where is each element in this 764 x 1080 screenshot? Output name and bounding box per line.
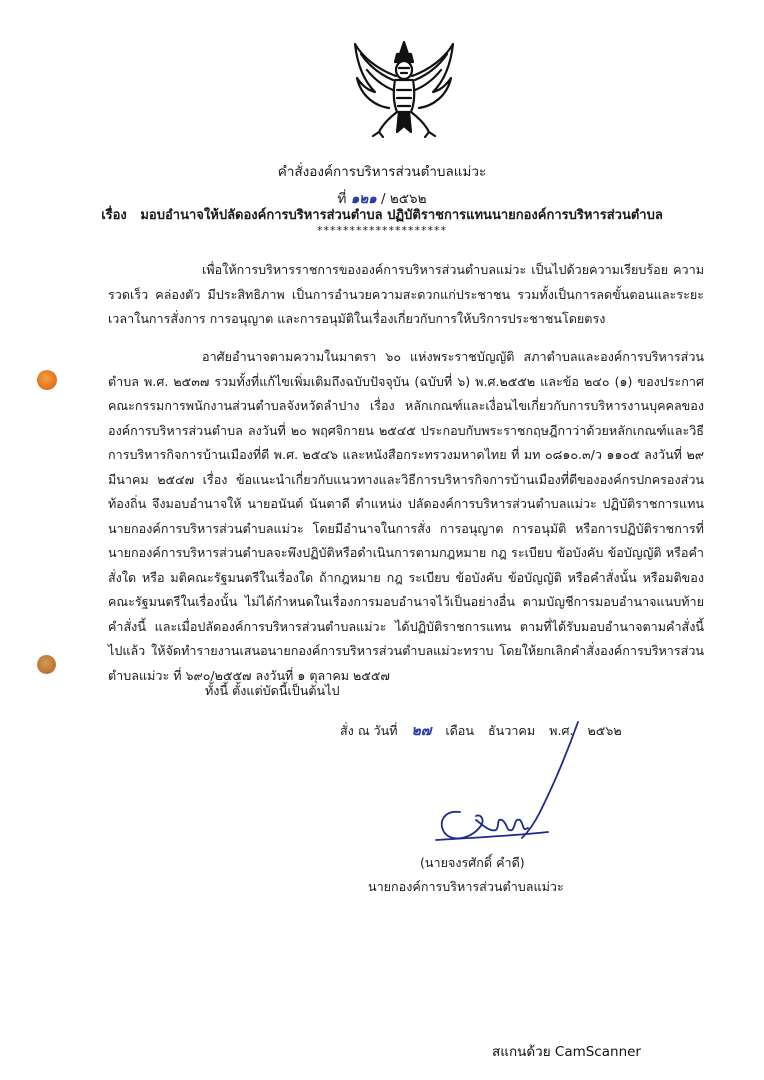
given-month: ธันวาคม [487, 723, 536, 738]
separator-stars: ******************** [317, 224, 447, 237]
handwritten-signature [430, 720, 580, 855]
signatory-role: นายกองค์การบริหารส่วนตำบลแม่วะ [368, 879, 564, 894]
garuda-emblem-icon [349, 40, 459, 138]
punch-hole-marker [37, 370, 57, 390]
body-paragraph-2: อาศัยอำนาจตามความในมาตรา ๖๐ แห่งพระราชบัญญัติ สภาตำบลและองค์การบริหารส่วนตำบล พ.ศ. ๒๕๓๗ รวมทั้งที่แก้ไขเพิ่มเติมถึงฉบับปัจจุบัน (ฉบับที่ ๖) พ.ศ.๒๕๕๒ และข้อ ๒๔๐ (๑) ของประกาศคณะกรรมการพนักงานส่วนตำบลจังหวัดลำปาง เรื่อง หลักเกณฑ์และเงื่อนไขเกี่ยวกับการบริหารงานบุคคลขององค์การบริหารส่วนตำบล ลงวันที่ ๒๐ พฤศจิกายน ๒๕๔๕ ประกอบกับพระราชกฤษฎีกาว่าด้วยหลักเกณฑ์และวิธีการบริหารกิจการบ้านเมืองที่ดี พ.ศ. ๒๕๔๖ และหนังสือกระทรวงมหาดไทย ที่ มท ๐๘๑๐.๓/ว ๑๑๐๕ ลงวันที่ ๒๙ มีนาคม ๒๕๔๗ เรื่อง ข้อแนะนำเกี่ยวกับแนวทางและวิธีการบริหารกิจการบ้านเมืองที่ดีขององค์กรปกครองส่วนท้องถิ่น จึงมอบอำนาจให้ นายอนันต์ นันตาดี ตำแหน่ง ปลัดองค์การบริหารส่วนตำบลแม่วะ ปฏิบัติราชการแทนนายกองค์การบริหารส่วนตำบลแม่วะ โดยมีอำนาจในการสั่ง การอนุญาต การอนุมัติ หรือการปฏิบัติราชการที่นายกองค์การบริหารส่วนตำบลจะพึงปฏิบัติหรือดำเนินการตามกฎหมาย กฎ ระเบียบ ข้อบังคับ ข้อบัญญัติ หรือคำสั่งใด หรือ มติคณะรัฐมนตรีในเรื่องใด ถ้ากฎหมาย กฎ ระเบียบ ข้อบังคับ ข้อบัญญัติ หรือคำสั่งนั้น หรือมติของคณะรัฐมนตรีในเรื่องนั้น ไม่ได้กำหนดในเรื่องการมอบอำนาจไว้เป็นอย่างอื่น ตามบัญชีการมอบอำนาจแนบท้ายคำสั่งนี้ และเมื่อปลัดองค์การบริหารส่วนตำบลแม่วะ ได้ปฏิบัติราชการแทน ตามที่ได้รับมอบอำนาจตามคำสั่งนี้ไปแล้ว ให้จัดทำรายงานเสนอนายกองค์การบริหารส่วนตำบลแม่วะทราบ โดยให้ยกเลิกคำสั่งองค์การบริหารส่วนตำบลแม่วะ ที่ ๖๙๐/๒๕๕๗ ลงวันที่ ๑ ตุลาคม ๒๕๕๗ [108, 349, 704, 683]
order-subject [0, 204, 764, 225]
body-paragraph-1: เพื่อให้การบริหารราชการขององค์การบริหารส่วนตำบลแม่วะ เป็นไปด้วยความเรียบร้อย ความรวดเร็ว คล่องตัว มีประสิทธิภาพ เป็นการอำนวยความสะดวกแก่ประชาชน รวมทั้งเป็นการลดขั้นตอนและระยะเวลาในการสั่งการ การอนุญาต และการอนุมัติในเรื่องเกี่ยวกับการให้บริการประชาชนโดยตรง [108, 262, 704, 326]
scanner-watermark: สแกนด้วย CamScanner [492, 1044, 641, 1060]
signatory-name: (นายจงรศักดิ์ คำดี) [420, 855, 525, 870]
closing-line: ทั้งนี้ ตั้งแต่บัดนี้เป็นต้นไป [205, 683, 340, 698]
given-year-label: พ.ศ. [549, 723, 574, 738]
order-number-handwritten: ๑๒๑ [350, 191, 377, 207]
order-title: คำสั่งองค์การบริหารส่วนตำบลแม่วะ [277, 164, 487, 180]
given-label: สั่ง ณ วันที่ [340, 723, 398, 738]
order-number-prefix: ที่ [337, 191, 347, 207]
order-number-year: / ๒๕๖๒ [381, 191, 427, 207]
given-month-label: เดือน [445, 723, 474, 738]
subject-text: มอบอำนาจให้ปลัดองค์การบริหารส่วนตำบล ปฏิบัติราชการแทนนายกองค์การบริหารส่วนตำบล [140, 208, 663, 223]
given-day-handwritten: ๒๗ [411, 723, 432, 739]
given-year: ๒๕๖๒ [587, 723, 622, 738]
subject-label: เรื่อง [101, 208, 127, 223]
punch-hole-marker [37, 655, 56, 674]
